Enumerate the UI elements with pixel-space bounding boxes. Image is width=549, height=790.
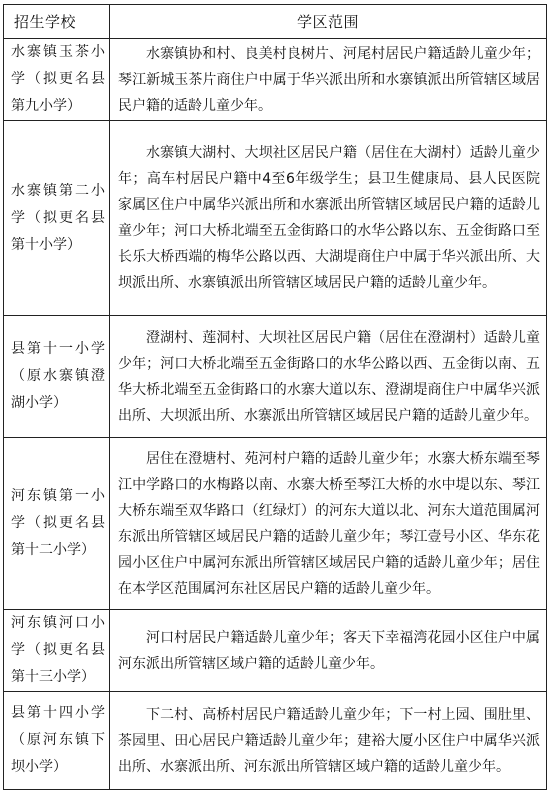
school-name: 县第十一小学（原水寨镇澄湖小学） [4, 316, 110, 438]
zone-range-text: 下二村、高桥村居民户籍适龄儿童少年；下一村上园、围肚里、茶园里、田心居民户籍适龄儿童少年；建裕大厦小区住户中属华兴派出所、水寨派出所、河东派出所管辖区域户籍的适龄儿童少年。 [118, 706, 540, 775]
table-row [4, 39, 547, 121]
zone-range-text: 居住在澄塘村、苑河村户籍的适龄儿童少年；水寨大桥东端至琴江中学路口的水梅路以南、水寨大桥至琴江大桥的水中堤以东、琴江大桥东端至双华路口（红绿灯）的河东大道以北、河东大道范围属河东派出所管辖区域居民户籍的适龄儿童少年；琴江壹号小区、华东花园小区住户中属河东派出所管辖区域居民户籍的适龄儿童少年；居住在本学区范围属河东社区居民户籍的适龄儿童少年。 [118, 450, 540, 597]
header-school: 招生学校 [4, 5, 110, 39]
table-row [4, 121, 547, 316]
table-row [4, 610, 547, 692]
zone-range [110, 316, 547, 438]
zone-range-text: 河口村居民户籍适龄儿童少年；客天下幸福湾花园小区住户中属河东派出所管辖区域户籍的适龄儿童少年。 [118, 629, 540, 672]
zone-range-text: 水寨镇协和村、良美村良树片、河尾村居民户籍适龄儿童少年；琴江新城玉茶片商住户中属于华兴派出所和水寨镇派出所管辖区域居民户籍的适龄儿童少年。 [118, 45, 540, 114]
school-name: 河东镇第一小学（拟更名县第十二小学） [4, 438, 110, 610]
table-row [4, 316, 547, 438]
school-name: 县第十四小学（原河东镇下坝小学） [4, 692, 110, 790]
school-name: 水寨镇玉茶小学（拟更名县第九小学） [4, 39, 110, 121]
zone-range [110, 438, 547, 610]
zone-range-text: 水寨镇大湖村、大坝社区居民户籍（居住在大湖村）适龄儿童少年；高车村居民户籍中4至6年级学生；县卫生健康局、县人民医院家属区住户中属华兴派出所和水寨派出所管辖区域居民户籍的适龄儿童少年；河口大桥北端至五金街路口的水华公路以东、五金街路口至长乐大桥西端的梅华公路以西、大湖堤商住户中属于华兴派出所、大坝派出所、水寨镇派出所管辖区域居民户籍的适龄儿童少年。 [118, 145, 540, 291]
zone-range [110, 610, 547, 692]
school-name: 水寨镇第二小学（拟更名县第十小学） [4, 121, 110, 316]
school-zone-table [3, 4, 547, 790]
table-header-row [4, 5, 547, 39]
school-name: 河东镇河口小学（拟更名县第十三小学） [4, 610, 110, 692]
header-range: 学区范围 [110, 5, 547, 39]
zone-range [110, 121, 547, 316]
zone-range-text: 澄湖村、莲洞村、大坝社区居民户籍（居住在澄湖村）适龄儿童少年；河口大桥北端至五金街路口的水华公路以西、五金街以南、五华大桥北端至五金街路口的水寨大道以东、澄湖堤商住户中属华兴派出所、大坝派出所、水寨派出所管辖区域居民户籍的适龄儿童少年。 [118, 329, 540, 424]
zone-range [110, 39, 547, 121]
table-row [4, 438, 547, 610]
